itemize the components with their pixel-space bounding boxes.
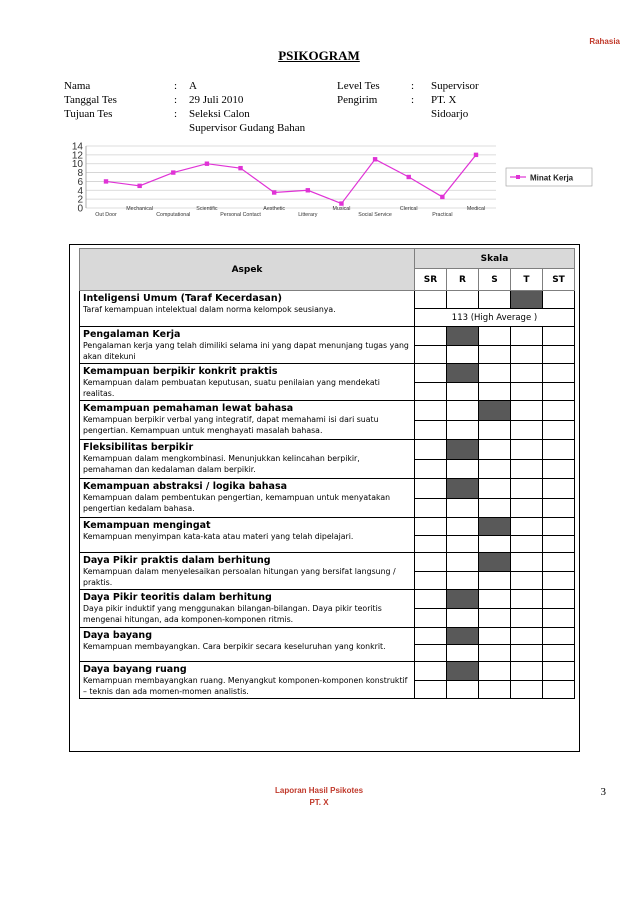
scale-cell-blank — [543, 459, 575, 479]
scale-cell-sr — [415, 440, 447, 460]
scale-cell-r — [447, 291, 479, 309]
info-colon: : — [411, 80, 415, 92]
scale-cell-blank — [447, 535, 479, 553]
scale-cell-s — [479, 628, 511, 645]
scale-cell-blank — [511, 535, 543, 553]
info-label-pengirim: Pengirim — [337, 94, 378, 106]
aspect-cell — [80, 440, 415, 479]
data-point — [238, 166, 242, 170]
info-colon: : — [174, 94, 178, 106]
scale-cell-blank — [511, 680, 543, 699]
scale-cell-sr — [415, 590, 447, 609]
table-row — [80, 628, 575, 645]
scale-cell-blank — [447, 498, 479, 518]
legend-marker — [516, 175, 520, 179]
scale-cell-blank — [479, 571, 511, 590]
y-tick-label: 10 — [71, 159, 83, 171]
scale-cell-sr — [415, 327, 447, 346]
scale-cell-t — [511, 440, 543, 460]
scale-cell-t — [511, 401, 543, 421]
y-tick-label: 4 — [77, 185, 83, 197]
data-point — [373, 157, 377, 161]
scale-cell-r — [447, 401, 479, 421]
table-row — [80, 440, 575, 460]
scale-cell-st — [543, 553, 575, 572]
x-category-label: Computational — [156, 212, 191, 218]
scale-cell-blank — [447, 345, 479, 364]
scale-cell-sr — [415, 401, 447, 421]
scale-cell-blank — [543, 535, 575, 553]
scale-cell-sr — [415, 479, 447, 499]
x-category-label: Practical — [432, 212, 453, 218]
info-label-tujuan: Tujuan Tes — [64, 108, 113, 120]
aspect-title: Daya bayang — [83, 630, 153, 641]
scale-cell-s — [479, 327, 511, 346]
scale-cell-r — [447, 553, 479, 572]
scale-cell-r — [447, 327, 479, 346]
scale-cell-blank — [447, 382, 479, 401]
scale-cell-blank — [479, 680, 511, 699]
aspect-title: Daya bayang ruang — [83, 664, 187, 675]
aspect-title: Inteligensi Umum (Taraf Kecerdasan) — [83, 293, 282, 304]
table-row — [80, 518, 575, 536]
scale-cell-blank — [415, 571, 447, 590]
scale-cell-st — [543, 364, 575, 383]
table-row — [80, 553, 575, 572]
scale-cell-sr — [415, 628, 447, 645]
scale-cell-s — [479, 553, 511, 572]
info-label-nama: Nama — [64, 80, 91, 92]
aspect-description: Kemampuan dalam menyelesaikan persoalan hitungan yang bersifat langsung / praktis. — [83, 567, 396, 587]
scale-cell-blank — [511, 345, 543, 364]
scale-cell-blank — [543, 571, 575, 590]
info-value-tujuan: Seleksi Calon — [189, 108, 250, 120]
scale-header-t: T — [511, 269, 543, 291]
scale-cell-sr — [415, 364, 447, 383]
aspect-title: Kemampuan berpikir konkrit praktis — [83, 366, 278, 377]
scale-header-sr: SR — [415, 269, 447, 291]
info-label-level: Level Tes — [337, 80, 380, 92]
table-row — [80, 590, 575, 609]
skala-header: Skala — [415, 249, 575, 269]
info-value-kota: Sidoarjo — [431, 108, 469, 120]
x-category-label: Out Door — [95, 212, 117, 218]
scale-cell-st — [543, 401, 575, 421]
scale-cell-blank — [511, 571, 543, 590]
table-row — [80, 291, 575, 309]
x-category-label: Musical — [332, 206, 351, 212]
aspect-description: Kemampuan dalam pembuatan keputusan, suatu penilaian yang mendekati realitas. — [83, 378, 380, 398]
scale-cell-blank — [415, 420, 447, 440]
data-point — [171, 170, 175, 174]
data-point — [137, 184, 141, 188]
scale-cell-t — [511, 327, 543, 346]
aspect-cell — [80, 479, 415, 518]
aspect-cell — [80, 553, 415, 590]
x-category-label: Personal Contact — [220, 212, 261, 218]
info-value-level: Supervisor — [431, 80, 479, 92]
y-tick-label: 12 — [71, 150, 83, 162]
scale-cell-st — [543, 662, 575, 681]
scale-cell-blank — [447, 645, 479, 662]
info-value-nama: A — [189, 80, 197, 92]
scale-cell-t — [511, 518, 543, 536]
scale-header-st: ST — [543, 269, 575, 291]
table-row — [80, 662, 575, 681]
scale-cell-r — [447, 364, 479, 383]
scale-cell-s — [479, 291, 511, 309]
aspect-cell — [80, 401, 415, 440]
x-category-label: Aesthetic — [263, 206, 286, 212]
scale-cell-blank — [511, 645, 543, 662]
y-tick-label: 6 — [77, 176, 83, 188]
scale-cell-blank — [479, 535, 511, 553]
scale-cell-blank — [447, 609, 479, 628]
scale-cell-blank — [543, 645, 575, 662]
scale-cell-r — [447, 479, 479, 499]
series-line — [106, 155, 476, 204]
aspect-cell — [80, 590, 415, 628]
scale-cell-r — [447, 662, 479, 681]
aspect-cell — [80, 291, 415, 327]
scale-header-s: S — [479, 269, 511, 291]
scale-cell-blank — [479, 498, 511, 518]
scale-cell-s — [479, 662, 511, 681]
aspect-description: Kemampuan menyimpan kata-kata atau materi yang telah dipelajari. — [83, 532, 354, 541]
scale-cell-blank — [415, 609, 447, 628]
info-colon: : — [411, 94, 415, 106]
scale-cell-blank — [447, 459, 479, 479]
scale-cell-blank — [415, 680, 447, 699]
scale-cell-blank — [511, 609, 543, 628]
aspect-description: Kemampuan berpikir verbal yang integratif, dapat memahami isi dari suatu pengertian. Kemampuan untuk menghayati masalah bahasa. — [83, 415, 379, 435]
aspect-cell — [80, 327, 415, 364]
x-category-label: Social Service — [358, 212, 392, 218]
scale-cell-s — [479, 364, 511, 383]
aspect-description: Kemampuan membayangkan. Cara berpikir secara keseluruhan yang konkrit. — [83, 642, 386, 651]
scale-cell-t — [511, 291, 543, 309]
scale-cell-blank — [543, 382, 575, 401]
info-colon: : — [174, 80, 178, 92]
scale-cell-blank — [543, 609, 575, 628]
aspect-title: Daya Pikir praktis dalam berhitung — [83, 555, 271, 566]
scale-cell-r — [447, 440, 479, 460]
table-row — [80, 479, 575, 499]
aspect-description: Daya pikir induktif yang menggunakan bilangan-bilangan. Daya pikir teoritis mengenai hitungan, ada komponen-komponen ritmis. — [83, 604, 382, 624]
scale-cell-blank — [511, 382, 543, 401]
scale-cell-s — [479, 518, 511, 536]
scale-cell-s — [479, 590, 511, 609]
confidential-label: Rahasia — [589, 37, 620, 46]
scale-cell-blank — [479, 459, 511, 479]
scale-cell-blank — [479, 420, 511, 440]
aspect-title: Kemampuan pemahaman lewat bahasa — [83, 403, 294, 414]
interest-line-chart — [64, 140, 596, 222]
info-value-tanggal: 29 Juli 2010 — [189, 94, 244, 106]
scale-cell-t — [511, 553, 543, 572]
scale-cell-blank — [447, 571, 479, 590]
scale-cell-blank — [511, 459, 543, 479]
aspect-description: Pengalaman kerja yang telah dimiliki selama ini yang dapat menunjang tugas yang akan ditekuni — [83, 341, 409, 361]
scale-cell-sr — [415, 518, 447, 536]
scale-header-r: R — [447, 269, 479, 291]
x-category-label: Scientific — [196, 206, 218, 212]
scale-cell-r — [447, 628, 479, 645]
y-tick-label: 14 — [71, 141, 83, 153]
scale-cell-blank — [415, 535, 447, 553]
info-value-tujuan-line2: Supervisor Gudang Bahan — [189, 122, 306, 134]
scale-cell-blank — [415, 345, 447, 364]
page-number: 3 — [600, 786, 606, 798]
info-label-tanggal: Tanggal Tes — [64, 94, 117, 106]
scale-cell-blank — [415, 459, 447, 479]
scale-cell-t — [511, 364, 543, 383]
footer-company: PT. X — [309, 798, 329, 807]
scale-cell-st — [543, 327, 575, 346]
aspect-description: Kemampuan dalam mengkombinasi. Menunjukkan kelincahan berpikir, pemahaman dan kedalaman dalam berpikir. — [83, 454, 360, 474]
scale-cell-blank — [447, 420, 479, 440]
aspect-description: Kemampuan membayangkan ruang. Menyangkut komponen-komponen konstruktif – teknis dan ada momen-momen analistis. — [83, 676, 408, 696]
y-tick-label: 8 — [77, 168, 83, 180]
scale-cell-t — [511, 662, 543, 681]
scale-cell-s — [479, 479, 511, 499]
data-point — [407, 175, 411, 179]
aspect-cell — [80, 628, 415, 662]
scale-cell-blank — [543, 420, 575, 440]
footer-report-title: Laporan Hasil Psikotes — [274, 786, 364, 795]
scale-cell-blank — [479, 382, 511, 401]
legend-label: Minat Kerja — [530, 173, 574, 183]
aspek-header: Aspek — [80, 249, 415, 291]
psychogram-table — [79, 248, 575, 699]
scale-cell-r — [447, 590, 479, 609]
table-row — [80, 401, 575, 421]
footer — [0, 785, 638, 809]
scale-cell-blank — [415, 498, 447, 518]
table-row — [80, 364, 575, 383]
info-value-pengirim: PT. X — [431, 94, 457, 106]
data-point — [272, 190, 276, 194]
aspect-title: Fleksibilitas berpikir — [83, 442, 194, 453]
page-title: PSIKOGRAM — [278, 48, 360, 63]
y-tick-label: 2 — [77, 194, 83, 206]
scale-cell-t — [511, 628, 543, 645]
scale-cell-s — [479, 401, 511, 421]
scale-cell-sr — [415, 291, 447, 309]
scale-cell-st — [543, 440, 575, 460]
scale-cell-blank — [543, 498, 575, 518]
y-tick-label: 0 — [77, 203, 83, 215]
scale-cell-blank — [511, 498, 543, 518]
aspect-cell — [80, 662, 415, 699]
data-point — [440, 195, 444, 199]
iq-score-note: 113 (High Average ) — [415, 309, 575, 327]
aspect-description: Taraf kemampuan intelektual dalam norma kelompok seusianya. — [83, 305, 336, 314]
scale-cell-blank — [479, 609, 511, 628]
scale-cell-blank — [479, 645, 511, 662]
data-point — [205, 162, 209, 166]
scale-cell-blank — [511, 420, 543, 440]
info-colon: : — [174, 108, 178, 120]
scale-cell-blank — [479, 345, 511, 364]
scale-cell-st — [543, 590, 575, 609]
scale-cell-s — [479, 440, 511, 460]
x-category-label: Mechanical — [126, 206, 154, 212]
data-point — [474, 153, 478, 157]
aspect-title: Pengalaman Kerja — [83, 329, 181, 340]
aspect-title: Daya Pikir teoritis dalam berhitung — [83, 592, 272, 603]
scale-cell-blank — [415, 645, 447, 662]
scale-cell-sr — [415, 553, 447, 572]
data-point — [339, 201, 343, 205]
aspect-title: Kemampuan mengingat — [83, 520, 211, 531]
aspect-cell — [80, 518, 415, 553]
aspect-description: Kemampuan dalam pembentukan pengertian, kemampuan untuk menyatakan pengertian kedalam bahasa. — [83, 493, 391, 513]
data-point — [104, 179, 108, 183]
scale-cell-blank — [415, 382, 447, 401]
data-point — [306, 188, 310, 192]
scale-cell-blank — [543, 345, 575, 364]
scale-cell-st — [543, 291, 575, 309]
scale-cell-st — [543, 628, 575, 645]
scale-cell-sr — [415, 662, 447, 681]
x-category-label: Medical — [466, 206, 486, 212]
x-category-label: Litterary — [298, 212, 318, 218]
scale-cell-blank — [447, 680, 479, 699]
aspect-title: Kemampuan abstraksi / logika bahasa — [83, 481, 288, 492]
scale-cell-blank — [543, 680, 575, 699]
table-row — [80, 327, 575, 346]
scale-cell-st — [543, 518, 575, 536]
scale-cell-st — [543, 479, 575, 499]
x-category-label: Clerical — [399, 206, 418, 212]
scale-cell-t — [511, 590, 543, 609]
scale-cell-t — [511, 479, 543, 499]
scale-cell-r — [447, 518, 479, 536]
aspect-cell — [80, 364, 415, 401]
